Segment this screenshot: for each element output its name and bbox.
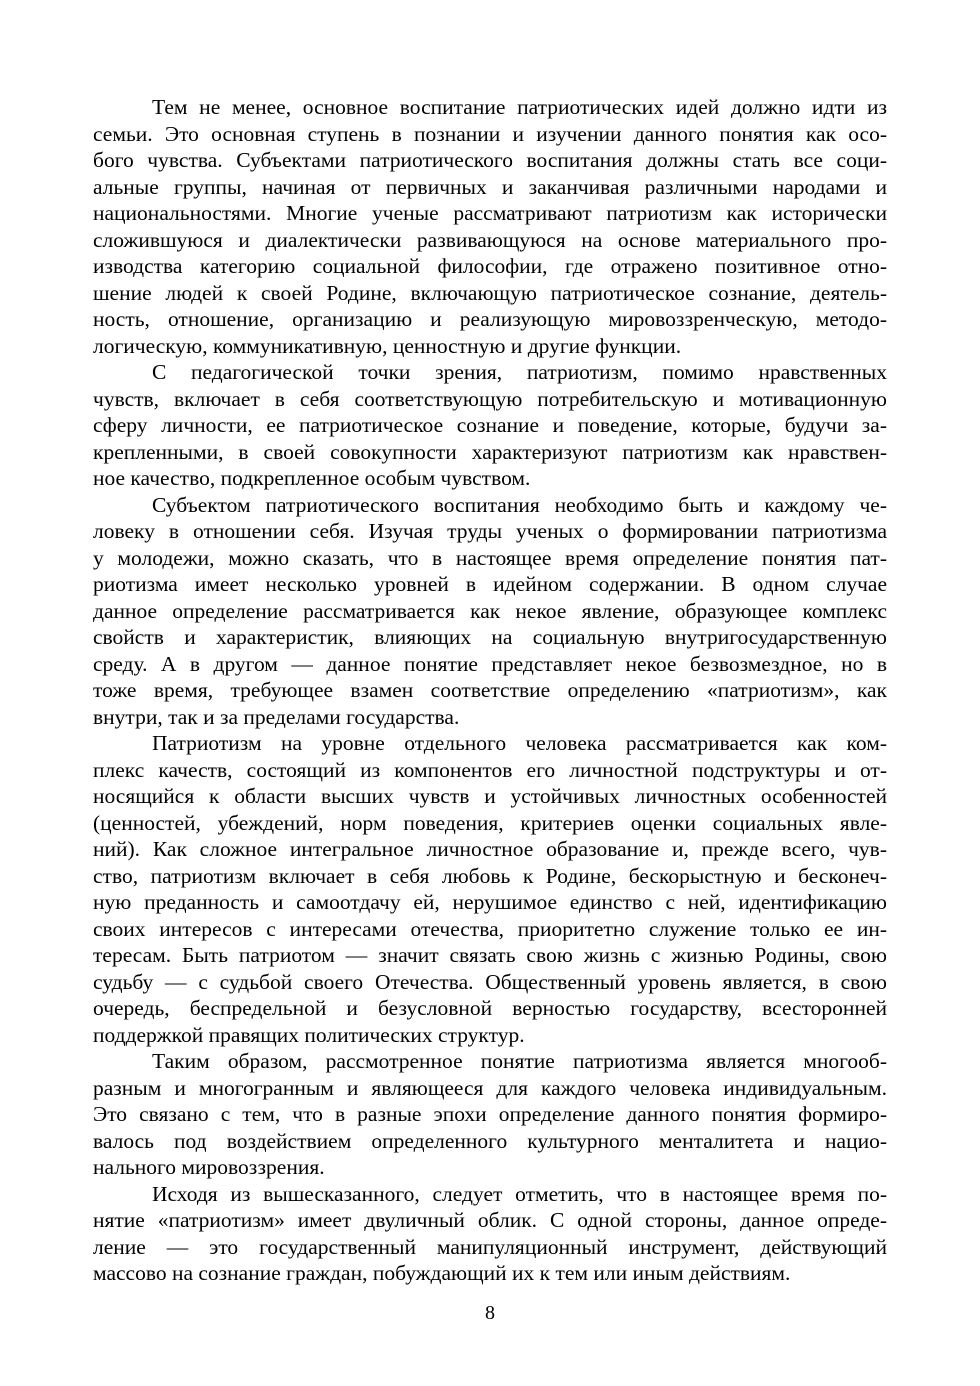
text-line: очередь, беспредельной и безусловной верностью государству, всесторонней: [93, 996, 887, 1020]
text-line: Это связано с тем, что в разные эпохи определение данного понятия формиро-: [93, 1102, 887, 1126]
text-line: логическую, коммуникативную, ценностную и другие функции.: [93, 333, 682, 358]
text-line: поддержкой правящих политических структур.: [93, 1022, 525, 1047]
text-line: массово на сознание граждан, побуждающий их к тем или иным действиям.: [93, 1261, 791, 1285]
text-line: бого чувства. Субъектами патриотического воспитания должны стать все соци-: [93, 148, 887, 172]
text-line: ность, отношение, организацию и реализующую мировоззренческую, методо-: [93, 307, 887, 331]
text-line: у молодежи, можно сказать, что в настоящее время определение понятия пат-: [93, 545, 887, 570]
text-line: плекс качеств, состоящий из компонентов его личностной подструктуры и от-: [93, 757, 887, 782]
paragraph: [93, 94, 887, 359]
text-line: С педагогической точки зрения, патриотизм, помимо нравственных: [152, 360, 887, 384]
text-line: крепленными, в своей совокупности характеризуют патриотизм как нравствен-: [93, 439, 887, 464]
text-line: риотизма имеет несколько уровней в идейном содержании. В одном случае: [93, 572, 887, 596]
text-line: нального мировоззрения.: [93, 1155, 325, 1179]
paragraph: [93, 1048, 887, 1181]
text-line: среду. А в другом — данное понятие представляет некое безвозмездное, но в: [93, 651, 887, 676]
text-line: внутри, так и за пределами государства.: [93, 704, 460, 729]
text-line: валось под воздействием определенного культурного менталитета и нацио-: [93, 1128, 887, 1153]
text-line: (ценностей, убеждений, норм поведения, критериев оценки социальных явле-: [93, 810, 887, 835]
text-line: национальностями. Многие ученые рассматривают патриотизм как исторически: [93, 201, 887, 225]
text-line: изводства категорию социальной философии, где отражено позитивное отно-: [93, 254, 887, 278]
text-line: ное качество, подкрепленное особым чувством.: [93, 466, 531, 490]
text-line: сферу личности, ее патриотическое сознание и поведение, которые, будучи за-: [93, 413, 887, 437]
paragraph: [93, 1181, 887, 1287]
text-line: чувств, включает в себя соответствующую потребительскую и мотивационную: [93, 386, 887, 411]
text-line: шение людей к своей Родине, включающую патриотическое сознание, деятель-: [93, 280, 887, 305]
text-line: сложившуюся и диалектически развивающуюся на основе материального про-: [93, 227, 887, 252]
text-line: разным и многогранным и являющееся для каждого человека индивидуальным.: [93, 1075, 887, 1100]
text-line: семьи. Это основная ступень в познании и изучении данного понятия как осо-: [93, 121, 887, 146]
text-line: свойств и характеристик, влияющих на социальную внутригосударственную: [93, 625, 887, 649]
text-line: данное определение рассматривается как некое явление, образующее комплекс: [93, 598, 887, 623]
text-line: своих интересов с интересами отечества, приоритетно служение только ее ин-: [93, 916, 887, 941]
text-line: Исходя из вышесказанного, следует отметить, что в настоящее время по-: [152, 1181, 887, 1206]
text-line: нятие «патриотизм» имеет двуличный облик. С одной стороны, данное опреде-: [93, 1208, 887, 1232]
document-body: [93, 94, 887, 1287]
text-line: тоже время, требующее взамен соответствие определению «патриотизм», как: [93, 678, 887, 702]
text-line: судьбу — с судьбой своего Отечества. Общественный уровень является, в свою: [93, 969, 887, 994]
paragraph: [93, 492, 887, 731]
text-line: альные группы, начиная от первичных и заканчивая различными народами и: [93, 174, 887, 199]
text-line: Тем не менее, основное воспитание патриотических идей должно идти из: [152, 95, 887, 119]
text-line: Субъектом патриотического воспитания необходимо быть и каждому че-: [152, 492, 887, 517]
page-number: 8: [485, 1302, 495, 1324]
paragraph: [93, 359, 887, 492]
text-line: ство, патриотизм включает в себя любовь к Родине, бескорыстную и бесконеч-: [93, 863, 887, 888]
text-line: носящийся к области высших чувств и устойчивых личностных особенностей: [93, 784, 887, 808]
text-line: ную преданность и самоотдачу ей, нерушимое единство с ней, идентификацию: [93, 890, 887, 914]
text-line: ловеку в отношении себя. Изучая труды ученых о формировании патриотизма: [93, 519, 887, 543]
text-line: Патриотизм на уровне отдельного человека рассматривается как ком-: [152, 731, 887, 755]
text-line: ний). Как сложное интегральное личностное образование и, прежде всего, чув-: [93, 837, 887, 861]
paragraph: [93, 730, 887, 1048]
text-line: ление — это государственный манипуляционный инструмент, действующий: [93, 1234, 887, 1259]
text-line: тересам. Быть патриотом — значит связать свою жизнь с жизнью Родины, свою: [93, 943, 887, 967]
text-line: Таким образом, рассмотренное понятие патриотизма является многооб-: [152, 1049, 887, 1073]
